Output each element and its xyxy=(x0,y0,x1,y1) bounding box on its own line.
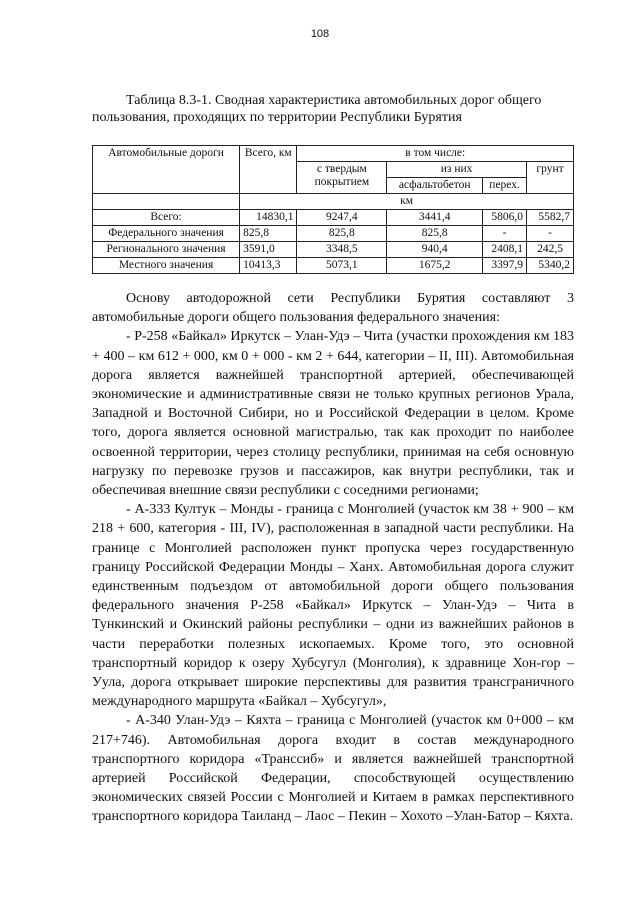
header-roads: Автомобильные дороги xyxy=(93,146,240,194)
table-caption xyxy=(92,92,558,126)
page-number: 108 xyxy=(310,28,330,40)
row-total: 14830,1 xyxy=(240,210,297,226)
row-transitional: 5806,0 xyxy=(483,210,527,226)
row-asphalt: 825,8 xyxy=(387,226,483,242)
header-paved: с твердым покрытием xyxy=(297,162,387,194)
road-summary-table xyxy=(92,145,574,274)
row-paved: 9247,4 xyxy=(297,210,387,226)
unit-blank-cell xyxy=(93,194,240,210)
row-ground: 5582,7 xyxy=(527,210,574,226)
row-ground: 242,5 xyxy=(527,242,574,258)
header-ground: грунт xyxy=(527,162,574,194)
body-text xyxy=(92,289,574,827)
row-total: 825,8 xyxy=(240,226,297,242)
table-unit-row xyxy=(93,194,574,210)
row-ground: 5340,2 xyxy=(527,258,574,274)
row-total: 10413,3 xyxy=(240,258,297,274)
table-row xyxy=(93,226,574,242)
row-name: Местного значения xyxy=(93,258,240,274)
paragraph-a333: - А-333 Култук – Монды - граница с Монголией (участок км 38 + 900 – км 218 + 600, категория - III, IV), расположенная в западной части республики. На границе с Монголией расположен пункт пропуска через государственную границу Российской Федерации Монды – Ханх. Автомобильная дорога служит единственным подъездом от автомобильной дороги общего пользования федерального значения Р-258 «Байкал» Иркутск – Улан-Удэ – Чита в Тункинский и Окинский районы республики – одни из важнейших районов в части переработки полезных ископаемых. Кроме того, это основной транспортный коридор к озеру Хубсугул (Монголия), к здравнице Хон-гор – Уула, дорога открывает широкие перспективы для развития трансграничного международного маршрута «Байкал – Хубсугул», xyxy=(92,502,574,710)
row-paved: 3348,5 xyxy=(297,242,387,258)
table-row xyxy=(93,258,574,274)
paragraph-intro: Основу автодорожной сети Республики Бурятия составляют 3 автомобильные дороги общего пользования федерального значения: xyxy=(92,291,574,326)
row-transitional: 3397,9 xyxy=(483,258,527,274)
header-transitional: перех. xyxy=(483,178,527,194)
paragraph-a340: - А-340 Улан-Удэ – Кяхта – граница с Монголией (участок км 0+000 – км 217+746). Автомобильная дорога входит в состав международного транспортного коридора «Транссиб» и является важнейшей транспортной артерией Российской Федерации, способствующей осуществлению экономических связей России с Монголией и Китаем в рамках перспективного транспортного коридора Таиланд – Лаос – Пекин – Хохото –Улан-Батор – Кяхта. xyxy=(92,713,574,825)
row-name: Всего: xyxy=(93,210,240,226)
header-including: в том числе: xyxy=(297,146,574,162)
row-asphalt: 940,4 xyxy=(387,242,483,258)
table-row xyxy=(93,210,574,226)
paragraph-r258: - Р-258 «Байкал» Иркутск – Улан-Удэ – Чита (участки прохождения км 183 + 400 – км 612 + 000, км 0 + 000 - км 2 + 644, категории – II, III). Автомобильная дорога является важнейшей транспортной артерией, обеспечивающей экономические и административные связи не только крупных регионов Урала, Западной и Восточной Сибири, но и Российской Федерации в целом. Кроме того, дорога является основной магистралью, так как проходит по наиболее освоенной территории, через столицу республики, принимая на себя основную нагрузку по перевозке грузов и пассажиров, как внутри республики, так и обеспечивая внешние связи республики с соседними регионами; xyxy=(92,329,574,499)
row-asphalt: 3441,4 xyxy=(387,210,483,226)
header-unit: км xyxy=(240,194,574,210)
row-transitional: - xyxy=(483,226,527,242)
row-paved: 5073,1 xyxy=(297,258,387,274)
row-name: Федерального значения xyxy=(93,226,240,242)
table-row xyxy=(93,242,574,258)
table-caption-text: Таблица 8.3-1. Сводная характеристика автомобильных дорог общего пользования, проходящих по территории Республики Бурятия xyxy=(92,93,542,125)
row-paved: 825,8 xyxy=(297,226,387,242)
header-total: Всего, км xyxy=(240,146,297,194)
row-name: Регионального значения xyxy=(93,242,240,258)
row-ground: - xyxy=(527,226,574,242)
table-header-row xyxy=(93,146,574,162)
row-asphalt: 1675,2 xyxy=(387,258,483,274)
row-total: 3591,0 xyxy=(240,242,297,258)
header-asphalt: асфальтобетон xyxy=(387,178,483,194)
header-of-them: из них xyxy=(387,162,527,178)
row-transitional: 2408,1 xyxy=(483,242,527,258)
